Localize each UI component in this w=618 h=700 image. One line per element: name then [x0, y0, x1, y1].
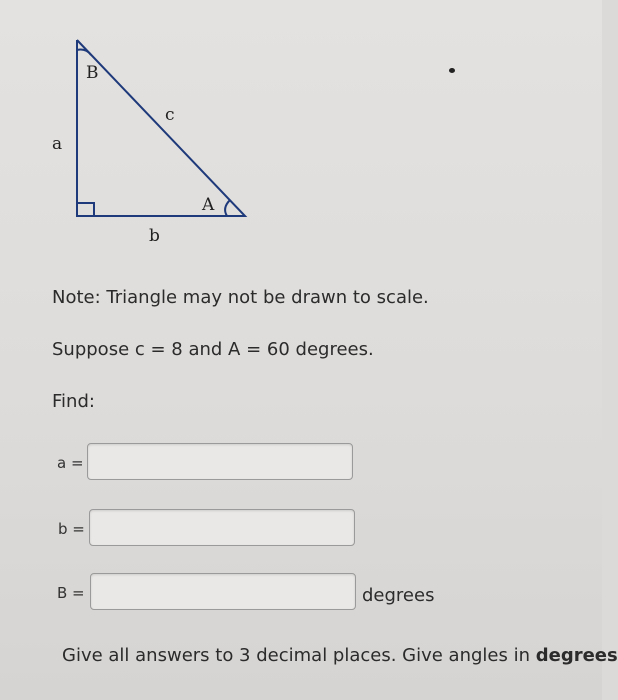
angle-a-arc — [225, 200, 230, 216]
side-b-label: b — [149, 226, 160, 246]
stray-dot — [449, 68, 455, 73]
instructions-footer — [62, 645, 618, 666]
field-angle-b-label: B = — [57, 584, 85, 602]
instructions-text: Give all answers to 3 decimal places. Give angles in — [62, 645, 536, 666]
angle-b-arc — [77, 50, 91, 55]
vertex-a-label: A — [202, 195, 215, 215]
find-label: Find: — [52, 391, 95, 412]
instructions-emphasis: degrees — [535, 645, 618, 666]
field-b-label: b = — [58, 520, 85, 538]
given-values: Suppose c = 8 and A = 60 degrees. — [52, 339, 374, 360]
side-c-label: c — [165, 105, 175, 125]
answer-angle-b-input[interactable] — [90, 573, 356, 610]
degrees-unit: degrees — [362, 585, 435, 606]
scale-note: Note: Triangle may not be drawn to scale. — [52, 287, 429, 308]
right-triangle-diagram — [40, 28, 260, 253]
vertex-b-label: B — [86, 63, 99, 83]
answer-a-input[interactable] — [87, 443, 353, 480]
side-a-label: a — [52, 134, 63, 154]
triangle-outline — [77, 40, 245, 216]
right-angle-marker — [77, 203, 94, 216]
answer-b-input[interactable] — [89, 509, 355, 546]
field-a-label: a = — [57, 454, 84, 472]
